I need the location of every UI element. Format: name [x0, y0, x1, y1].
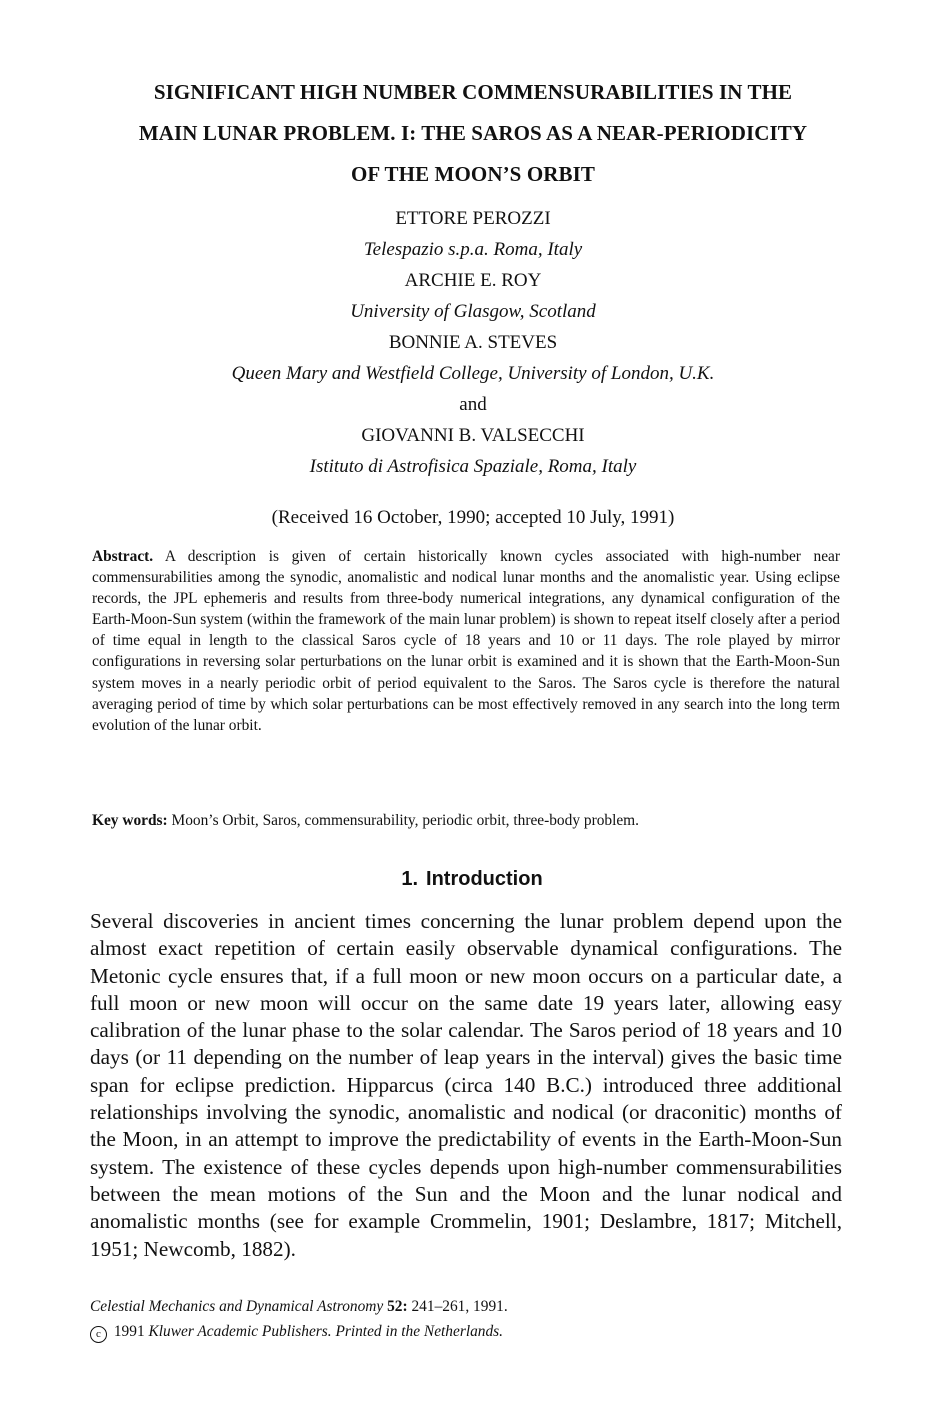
- author-block: [100, 203, 846, 482]
- section-title: Introduction: [426, 868, 543, 890]
- publisher: Kluwer Academic Publishers. Printed in the Netherlands.: [148, 1323, 504, 1340]
- keywords-text: Moon’s Orbit, Saros, commensurability, periodic orbit, three-body problem.: [171, 812, 640, 829]
- author-name: GIOVANNI B. VALSECCHI: [361, 425, 585, 446]
- journal-volume: 52:: [387, 1298, 408, 1315]
- received-dates: (Received 16 October, 1990; accepted 10 July, 1991): [271, 507, 675, 528]
- author-affiliation: Queen Mary and Westfield College, University of London, U.K.: [231, 363, 715, 384]
- author-name: ETTORE PEROZZI: [395, 208, 551, 229]
- title-line-2: MAIN LUNAR PROBLEM. I: THE SAROS AS A NEAR-PERIODICITY: [138, 121, 808, 145]
- author-affiliation: University of Glasgow, Scotland: [350, 301, 596, 322]
- section-number: 1.: [401, 868, 419, 890]
- title-line-1: SIGNIFICANT HIGH NUMBER COMMENSURABILITIES IN THE: [153, 80, 793, 104]
- copyright-line: [90, 1320, 850, 1344]
- author-affiliation: Telespazio s.p.a. Roma, Italy: [363, 239, 583, 260]
- title-line-3: OF THE MOON’S ORBIT: [350, 162, 595, 186]
- abstract-label: Abstract.: [92, 548, 154, 565]
- author-name: BONNIE A. STEVES: [388, 332, 558, 353]
- author-conjunction: and: [459, 394, 487, 415]
- page-footer: [90, 1295, 850, 1344]
- copyright-icon: c: [90, 1326, 107, 1343]
- abstract-text: A description is given of certain historically known cycles associated with high-number near commensurabilities among the synodic, anomalistic and nodical lunar months and the anomalistic year. Using eclipse records, the JPL ephemeris and results from three-body numerical integrations, any dynamical configuration of the Earth-Moon-Sun system (within the framework of the main lunar problem) is shown to repeat itself closely after a period of time equal in length to the classical Saros cycle of 18 years and 10 or 11 days. The role played by mirror configurations in reversing solar perturbations on the lunar orbit is examined and it is shown that the Earth-Moon-Sun system moves in a nearly periodic orbit of period equivalent to the Saros. The Saros cycle is therefore the natural averaging period of time by which solar perturbations can be most effectively removed in any search into the long term evolution of the lunar orbit.: [92, 548, 840, 734]
- journal-pages-year: 241–261, 1991.: [411, 1298, 508, 1315]
- author-name: ARCHIE E. ROY: [404, 270, 542, 291]
- abstract: [92, 546, 840, 736]
- keywords-label: Key words:: [92, 812, 168, 829]
- intro-paragraph: Several discoveries in ancient times concerning the lunar problem depend upon the almost exact repetition of certain easily observable dynamical configurations. The Metonic cycle ensures that, if a full moon or new moon occurs on a particular date, a full moon or new moon will occur on the same date 19 years later, allowing easy calibration of the lunar phase to the solar calendar. The Saros period of 18 years and 10 days (or 11 depending on the number of leap years in the interval) gives the basic time span for eclipse prediction. Hipparcus (circa 140 B.C.) introduced three additional relationships involving the synodic, anomalistic and nodical (or draconitic) months of the Moon, in an attempt to improve the predictability of events in the Earth-Moon-Sun system. The existence of these cycles depends upon high-number commensurabilities between the mean motions of the Sun and the Moon and the lunar nodical and anomalistic months (see for example Crommelin, 1901; Deslambre, 1817; Mitchell, 1951; Newcomb, 1882).: [90, 909, 842, 1261]
- keywords: [92, 810, 852, 832]
- journal-name: Celestial Mechanics and Dynamical Astronomy: [90, 1298, 384, 1315]
- journal-citation: [90, 1295, 850, 1319]
- section-heading: [92, 864, 852, 894]
- paper-title: [60, 72, 886, 195]
- author-affiliation: Istituto di Astrofisica Spaziale, Roma, Italy: [309, 456, 637, 477]
- copyright-year: 1991: [113, 1323, 145, 1340]
